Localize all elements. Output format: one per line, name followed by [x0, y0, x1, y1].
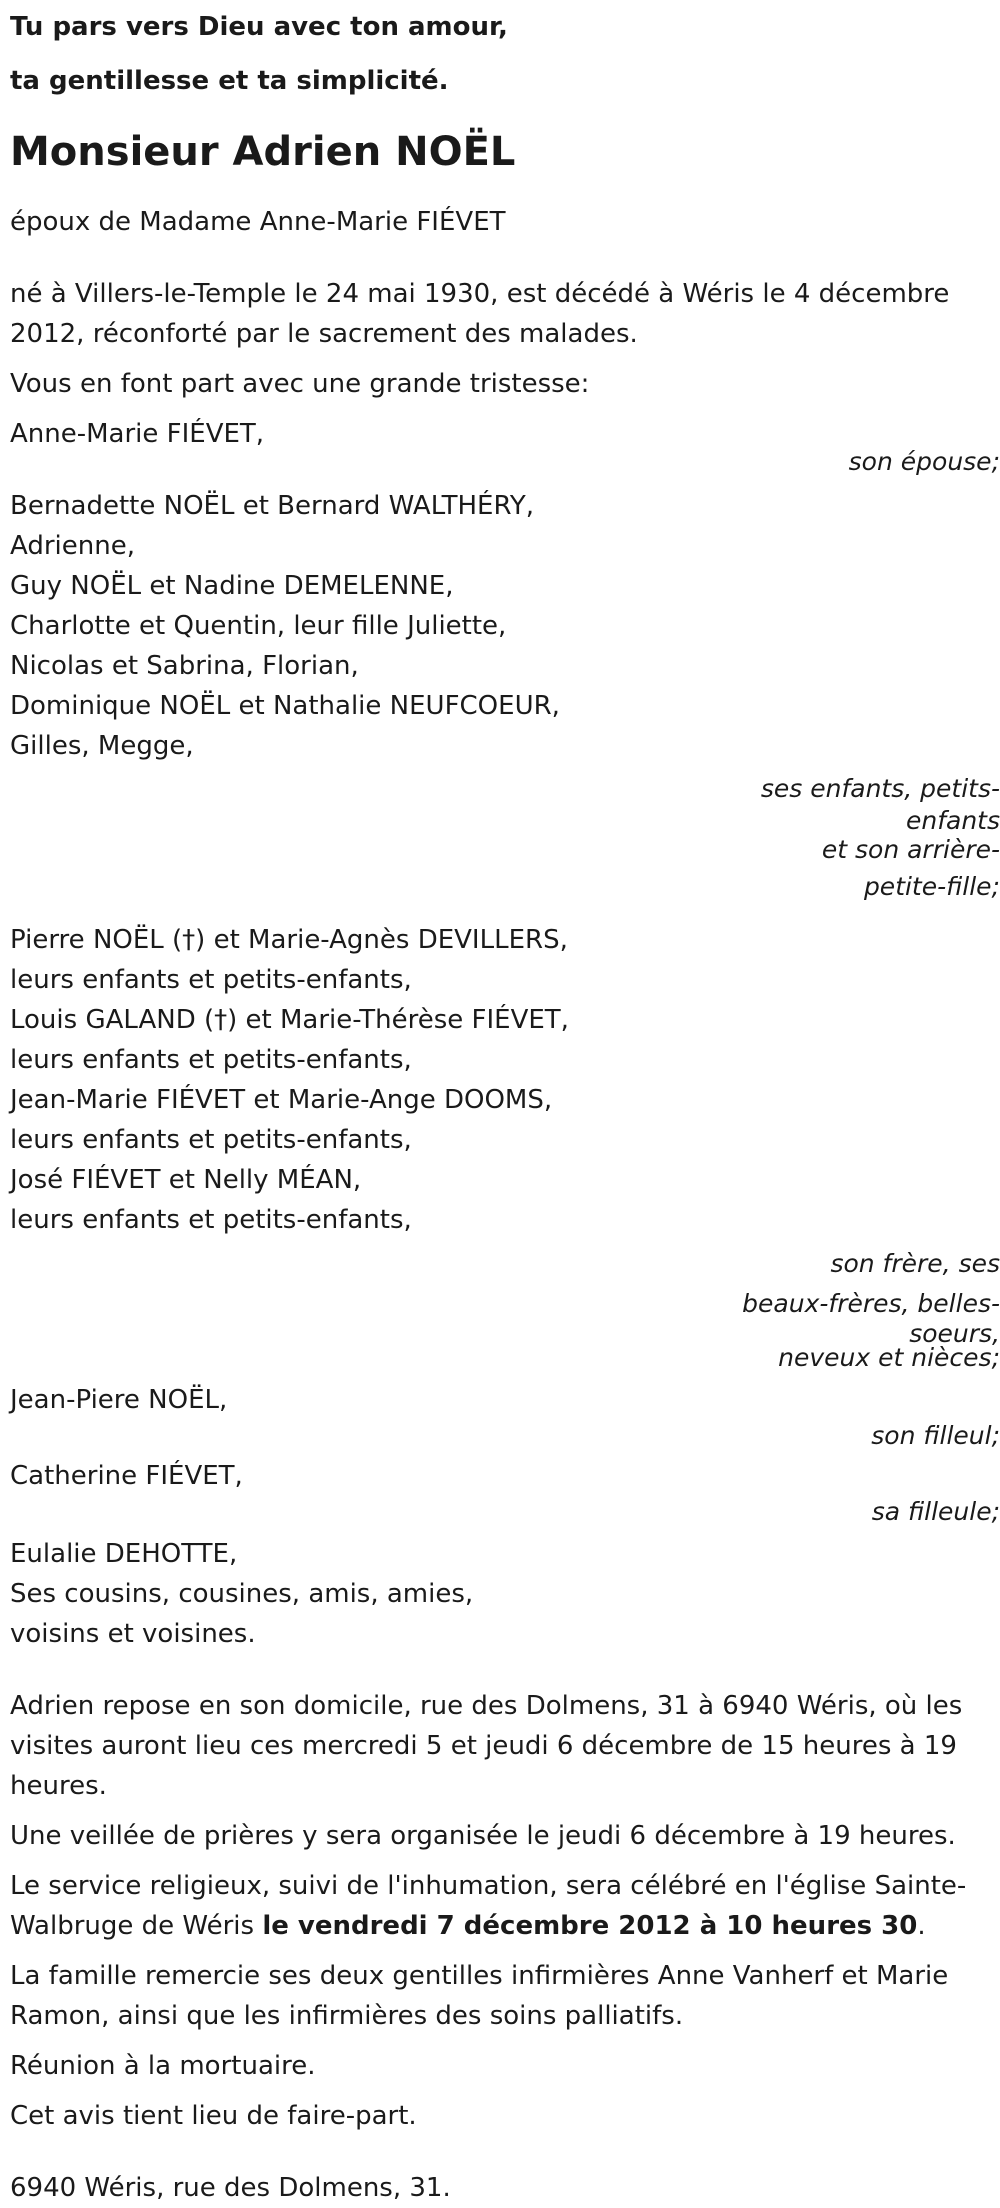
relation-label — [10, 770, 1000, 908]
family-name-line: leurs enfants et petits-enfants, — [10, 1045, 412, 1075]
relation-line: et son arrière- — [821, 835, 1000, 864]
family-name-line: Pierre NOËL (†) et Marie-Agnès DEVILLERS, — [10, 925, 568, 955]
group-children — [10, 486, 1000, 908]
family-name-line: Louis GALAND (†) et Marie-Thérèse FIÉVET, — [10, 1005, 569, 1035]
family-name-line: Ses cousins, cousines, amis, amies, — [10, 1579, 474, 1609]
relation-line: soeurs, — [909, 1319, 1000, 1348]
family-name-line: Nicolas et Sabrina, Florian, — [10, 651, 359, 681]
relation-line: beaux-frères, belles- — [742, 1289, 1000, 1318]
relation-line: son frère, ses — [830, 1249, 1000, 1278]
service-text — [10, 1866, 995, 1946]
family-name-line: leurs enfants et petits-enfants, — [10, 1205, 412, 1235]
epigraph-line: ta gentillesse et ta simplicité. — [10, 66, 449, 96]
relation-line: ses enfants, petits- — [760, 774, 1000, 803]
group-wife — [10, 414, 1000, 482]
family-name-line: leurs enfants et petits-enfants, — [10, 1125, 412, 1155]
relation-label: son filleul; — [871, 1421, 1000, 1450]
deceased-name: Monsieur Adrien NOËL — [10, 129, 516, 175]
family-name-line: Anne-Marie FIÉVET, — [10, 419, 265, 449]
group-others — [10, 1534, 995, 1654]
service-suffix: . — [917, 1911, 926, 1941]
birth-death-text: né à Villers-le-Temple le 24 mai 1930, est décédé à Wéris le 4 décembre 2012, réconforté par le sacrement des malades. — [10, 279, 950, 349]
relation-label — [10, 1244, 1000, 1372]
family-name-line: Adrienne, — [10, 531, 135, 561]
family-name-line: leurs enfants et petits-enfants, — [10, 965, 412, 995]
family-name-line: Charlotte et Quentin, leur fille Juliette, — [10, 611, 507, 641]
family-name-line: Eulalie DEHOTTE, — [10, 1539, 238, 1569]
relation-label: sa filleule; — [871, 1497, 1000, 1526]
group-goddaughter — [10, 1456, 1000, 1532]
thanks-text: La famille remercie ses deux gentilles infirmières Anne Vanherf et Marie Ramon, ainsi que les infirmières des soins palliatifs. — [10, 1961, 949, 2031]
veillee-text: Une veillée de prières y sera organisée le jeudi 6 décembre à 19 heures. — [10, 1821, 956, 1851]
service-date: le vendredi 7 décembre 2012 à 10 heures 30 — [262, 1911, 918, 1941]
service-prefix: Le service religieux, suivi de l'inhumation, sera célébré en l'église Sainte-Walbruge de Wéris — [10, 1871, 967, 1941]
family-name-line: Catherine FIÉVET, — [10, 1461, 243, 1491]
family-name-line: José FIÉVET et Nelly MÉAN, — [10, 1165, 362, 1195]
relation-line: neveux et nièces; — [778, 1343, 1000, 1372]
obituary-notice — [10, 0, 1000, 2208]
relation-label: son épouse; — [848, 447, 1000, 476]
address-text: 6940 Wéris, rue des Dolmens, 31. — [10, 2173, 451, 2203]
relation-line: enfants — [905, 806, 1000, 835]
family-name-line: Jean-Piere NOËL, — [10, 1385, 228, 1415]
group-siblings — [10, 920, 1000, 1372]
family-name-line: Bernadette NOËL et Bernard WALTHÉRY, — [10, 491, 535, 521]
group-godson — [10, 1380, 1000, 1456]
relation-line: petite-fille; — [863, 872, 1000, 901]
family-name-line: Gilles, Megge, — [10, 731, 194, 761]
epigraph — [10, 0, 995, 108]
avis-text: Cet avis tient lieu de faire-part. — [10, 2101, 417, 2131]
spouse-line: époux de Madame Anne-Marie FIÉVET — [10, 207, 506, 237]
family-name-line: voisins et voisines. — [10, 1619, 256, 1649]
announcement-text: Vous en font part avec une grande tristesse: — [10, 369, 590, 399]
epigraph-line: Tu pars vers Dieu avec ton amour, — [10, 12, 508, 42]
family-name-line: Jean-Marie FIÉVET et Marie-Ange DOOMS, — [10, 1085, 553, 1115]
family-name-line: Dominique NOËL et Nathalie NEUFCOEUR, — [10, 691, 560, 721]
family-name-line: Guy NOËL et Nadine DEMELENNE, — [10, 571, 454, 601]
repose-text: Adrien repose en son domicile, rue des Dolmens, 31 à 6940 Wéris, où les visites auront lieu ces mercredi 5 et jeudi 6 décembre de 15 heures à 19 heures. — [10, 1691, 963, 1801]
reunion-text: Réunion à la mortuaire. — [10, 2051, 316, 2081]
